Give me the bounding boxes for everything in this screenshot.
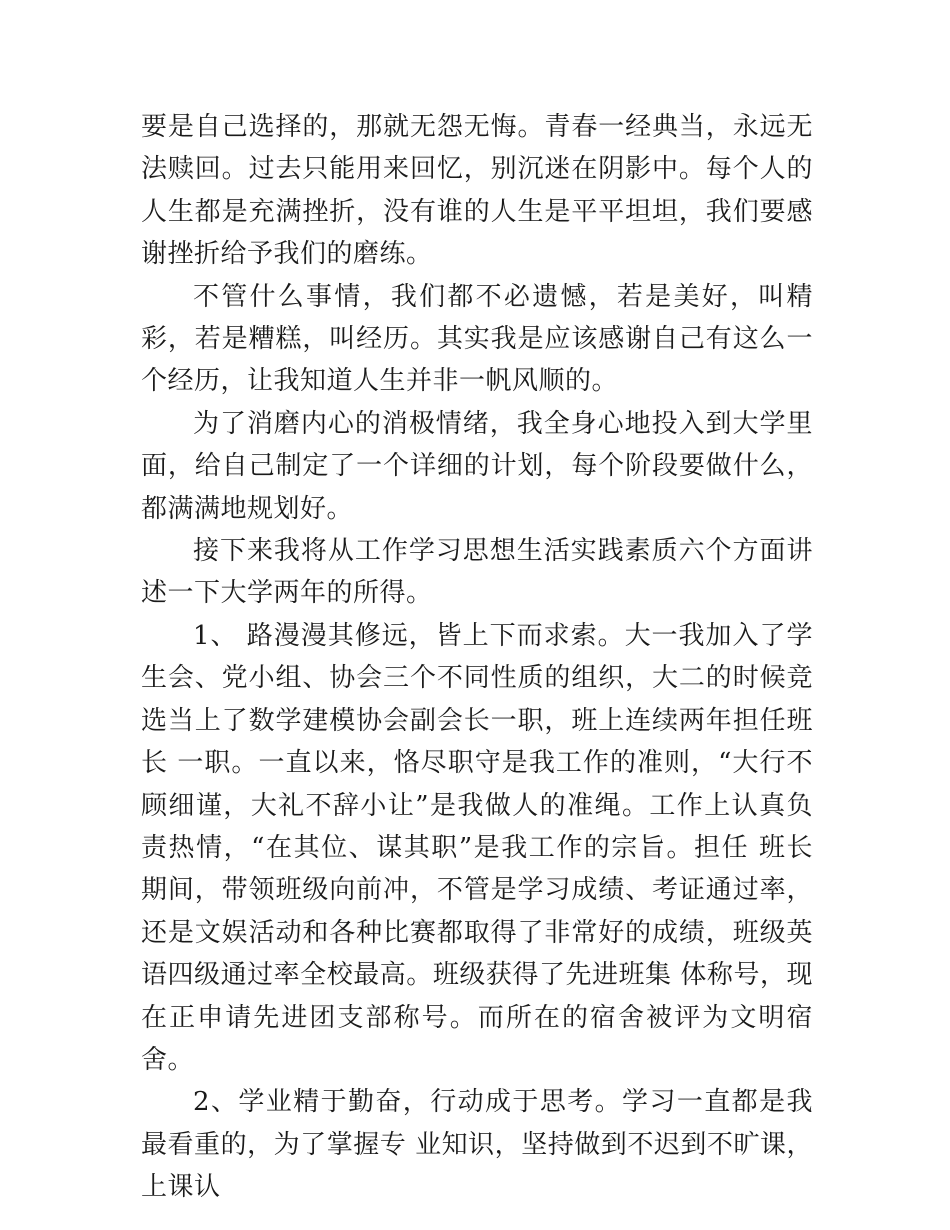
paragraph: 2、学业精于勤奋，行动成于思考。学习一直都是我最看重的，为了掌握专 业知识，坚持做到不迟到不旷课，上课认 (141, 1087, 813, 1203)
paragraph: 要是自己选择的，那就无怨无悔。青春一经典当，永远无法赎回。过去只能用来回忆，别沉迷在阴影中。每个人的人生都是充满挫折，没有谁的人生是平平坦坦，我们要感谢挫折给予我们的磨练。 (141, 112, 813, 270)
paragraph: 为了消磨内心的消极情绪，我全身心地投入到大学里面，给自己制定了一个详细的计划，每个阶段要做什么，都满满地规划好。 (141, 408, 813, 524)
paragraph: 1、 路漫漫其修远，皆上下而求索。大一我加入了学生会、党小组、协会三个不同性质的组织，大二的时候竞选当上了数学建模协会副会长一职，班上连续两年担任班长 一职。一直以来，恪尽职守是我工作的准则，“大行不顾细谨，大礼不辞小让”是我做人的准绳。工作上认真负责热情，“在其位、谋其职”是我工作的宗旨。担任 班长期间，带领班级向前冲，不管是学习成绩、考证通过率，还是文娱活动和各种比赛都取得了非常好的成绩，班级英语四级通过率全校最高。班级获得了先进班集 体称号，现在正申请先进团支部称号。而所在的宿舍被评为文明宿舍。 (141, 620, 813, 1075)
paragraph: 不管什么事情，我们都不必遗憾，若是美好，叫精彩，若是糟糕，叫经历。其实我是应该感谢自己有这么一个经历，让我知道人生并非一帆风顺的。 (141, 281, 813, 397)
paragraph: 接下来我将从工作学习思想生活实践素质六个方面讲述一下大学两年的所得。 (141, 536, 813, 609)
document-body (141, 106, 813, 1209)
